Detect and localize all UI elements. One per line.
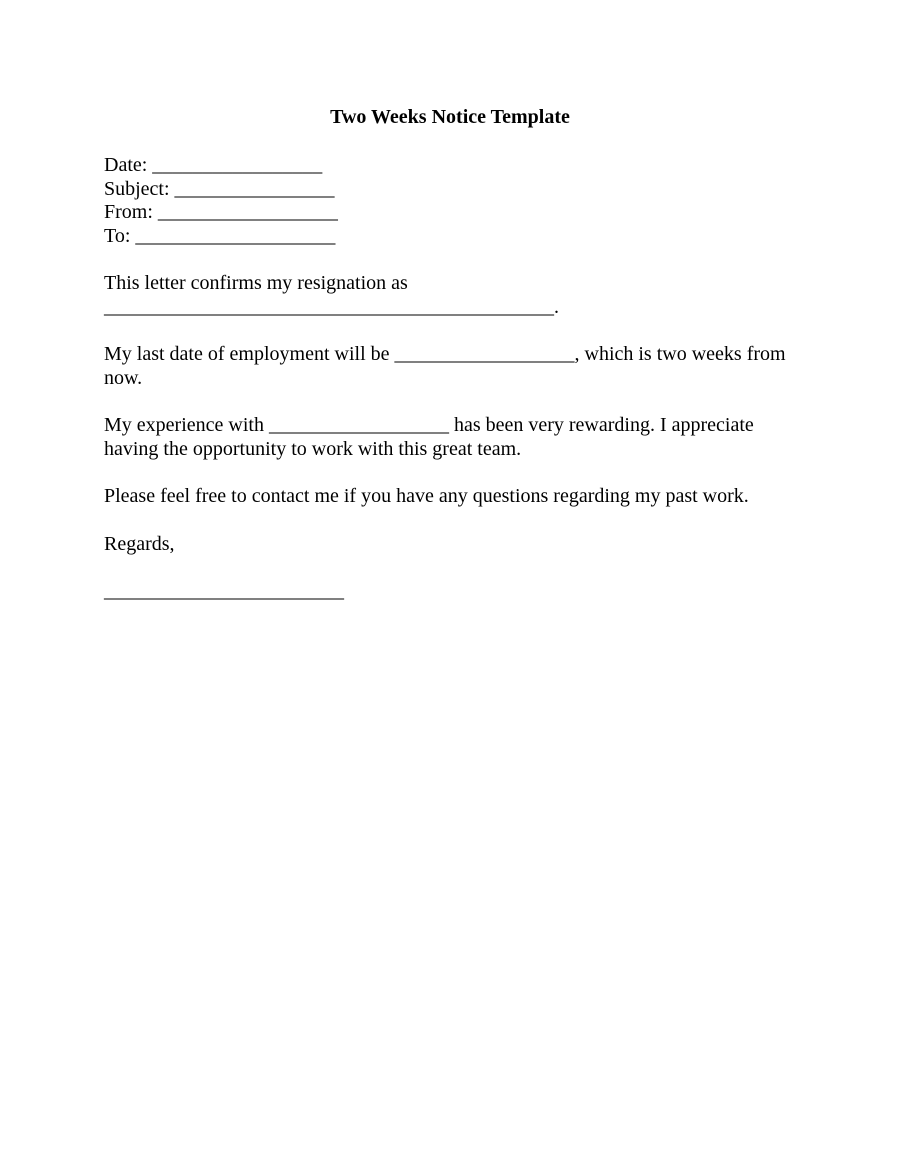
last-date-line-1: My last date of employment will be __________________, which is two weeks from (104, 343, 786, 365)
resignation-line-1: This letter confirms my resignation as (104, 272, 408, 294)
signature-line: ________________________ (104, 580, 344, 602)
from-field: From: __________________ (104, 201, 338, 223)
resignation-line-2: _____________________________________________. (104, 296, 559, 318)
subject-field: Subject: ________________ (104, 178, 335, 200)
document-title: Two Weeks Notice Template (330, 106, 570, 128)
closing: Regards, (104, 533, 175, 555)
last-date-line-2: now. (104, 367, 143, 389)
experience-line-1: My experience with __________________ has been very rewarding. I appreciate (104, 414, 754, 436)
to-field: To: ____________________ (104, 225, 336, 247)
experience-line-2: having the opportunity to work with this great team. (104, 438, 522, 460)
date-field: Date: _________________ (104, 154, 323, 176)
contact-paragraph: Please feel free to contact me if you have any questions regarding my past work. (104, 485, 749, 507)
